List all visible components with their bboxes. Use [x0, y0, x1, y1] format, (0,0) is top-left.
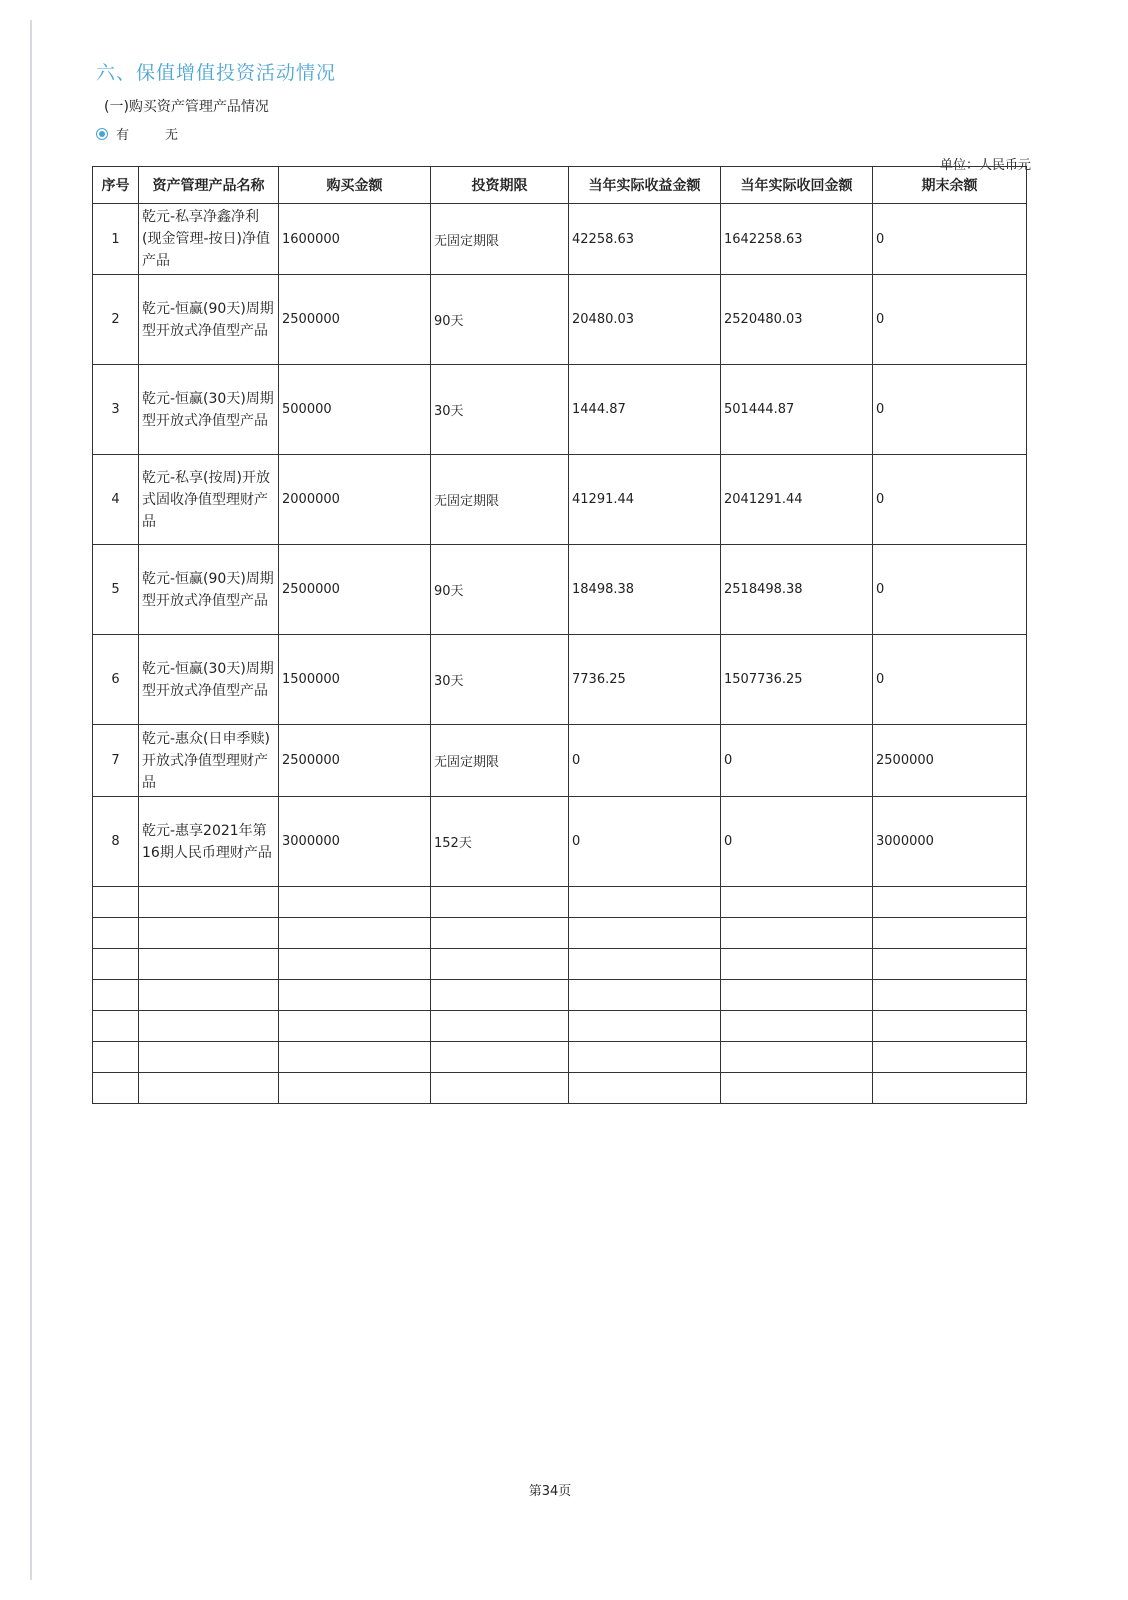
cell-term: 无固定期限	[431, 725, 569, 797]
cell-index: 6	[93, 635, 139, 725]
cell-product-name: 乾元-恒赢(90天)周期型开放式净值型产品	[139, 545, 279, 635]
header-purchase-amount: 购买金额	[279, 167, 431, 204]
empty-table-row	[93, 1042, 1027, 1073]
cell-ending-balance: 0	[873, 365, 1027, 455]
cell-index: 8	[93, 797, 139, 887]
cell-purchase-amount: 2000000	[279, 455, 431, 545]
section-title: 六、保值增值投资活动情况	[96, 62, 337, 84]
cell-annual-recovered: 1642258.63	[721, 204, 873, 275]
table-row	[93, 545, 1027, 635]
cell-term: 90天	[431, 545, 569, 635]
empty-table-row	[93, 1073, 1027, 1104]
table-row	[93, 725, 1027, 797]
empty-table-row	[93, 1011, 1027, 1042]
unit-label: 单位：人民币元	[940, 158, 1032, 173]
header-ending-balance: 期末余额	[873, 167, 1027, 204]
cell-purchase-amount: 1600000	[279, 204, 431, 275]
cell-annual-income: 18498.38	[569, 545, 721, 635]
cell-annual-recovered: 2520480.03	[721, 275, 873, 365]
header-index: 序号	[93, 167, 139, 204]
empty-table-row	[93, 918, 1027, 949]
cell-ending-balance: 0	[873, 204, 1027, 275]
cell-ending-balance: 2500000	[873, 725, 1027, 797]
cell-purchase-amount: 2500000	[279, 545, 431, 635]
cell-product-name: 乾元-恒赢(30天)周期型开放式净值型产品	[139, 635, 279, 725]
cell-product-name: 乾元-私享(按周)开放式固收净值型理财产品	[139, 455, 279, 545]
cell-ending-balance: 0	[873, 455, 1027, 545]
cell-ending-balance: 0	[873, 275, 1027, 365]
cell-annual-recovered: 0	[721, 725, 873, 797]
cell-product-name: 乾元-恒赢(90天)周期型开放式净值型产品	[139, 275, 279, 365]
cell-annual-recovered: 1507736.25	[721, 635, 873, 725]
cell-annual-recovered: 2518498.38	[721, 545, 873, 635]
cell-index: 7	[93, 725, 139, 797]
empty-table-row	[93, 887, 1027, 918]
cell-product-name: 乾元-惠享2021年第16期人民币理财产品	[139, 797, 279, 887]
cell-term: 90天	[431, 275, 569, 365]
cell-product-name: 乾元-惠众(日申季赎)开放式净值型理财产品	[139, 725, 279, 797]
cell-product-name: 乾元-私享净鑫净利(现金管理-按日)净值产品	[139, 204, 279, 275]
empty-table-row	[93, 980, 1027, 1011]
cell-purchase-amount: 3000000	[279, 797, 431, 887]
header-product-name: 资产管理产品名称	[139, 167, 279, 204]
cell-annual-income: 42258.63	[569, 204, 721, 275]
cell-term: 无固定期限	[431, 455, 569, 545]
header-term: 投资期限	[431, 167, 569, 204]
radio-yes[interactable]	[96, 128, 108, 140]
cell-purchase-amount: 2500000	[279, 275, 431, 365]
page-margin-line	[30, 20, 32, 1580]
cell-annual-income: 41291.44	[569, 455, 721, 545]
cell-annual-income: 20480.03	[569, 275, 721, 365]
radio-selected-dot-icon	[99, 131, 105, 137]
cell-purchase-amount: 2500000	[279, 725, 431, 797]
cell-product-name: 乾元-恒赢(30天)周期型开放式净值型产品	[139, 365, 279, 455]
cell-index: 1	[93, 204, 139, 275]
cell-annual-income: 0	[569, 797, 721, 887]
header-annual-recovered: 当年实际收回金额	[721, 167, 873, 204]
cell-index: 2	[93, 275, 139, 365]
cell-annual-recovered: 501444.87	[721, 365, 873, 455]
cell-index: 4	[93, 455, 139, 545]
cell-term: 无固定期限	[431, 204, 569, 275]
cell-ending-balance: 3000000	[873, 797, 1027, 887]
cell-purchase-amount: 1500000	[279, 635, 431, 725]
has-products-radio-group	[96, 124, 178, 143]
table-row	[93, 275, 1027, 365]
table-row	[93, 365, 1027, 455]
table-header-row	[93, 167, 1027, 204]
cell-term: 30天	[431, 365, 569, 455]
table-row	[93, 455, 1027, 545]
cell-ending-balance: 0	[873, 635, 1027, 725]
cell-term: 30天	[431, 635, 569, 725]
cell-ending-balance: 0	[873, 545, 1027, 635]
table-row	[93, 635, 1027, 725]
cell-term: 152天	[431, 797, 569, 887]
radio-no-label: 无	[165, 128, 179, 143]
table-row	[93, 797, 1027, 887]
page-number: 第34页	[528, 1484, 572, 1499]
header-annual-income: 当年实际收益金额	[569, 167, 721, 204]
sub-title: (一)购买资产管理产品情况	[104, 99, 269, 115]
cell-annual-income: 1444.87	[569, 365, 721, 455]
empty-table-row	[93, 949, 1027, 980]
cell-annual-income: 7736.25	[569, 635, 721, 725]
table-row	[93, 204, 1027, 275]
cell-purchase-amount: 500000	[279, 365, 431, 455]
cell-annual-income: 0	[569, 725, 721, 797]
cell-annual-recovered: 2041291.44	[721, 455, 873, 545]
cell-index: 3	[93, 365, 139, 455]
radio-yes-label: 有	[116, 128, 130, 143]
asset-management-products-table	[92, 166, 1027, 1104]
cell-annual-recovered: 0	[721, 797, 873, 887]
cell-index: 5	[93, 545, 139, 635]
